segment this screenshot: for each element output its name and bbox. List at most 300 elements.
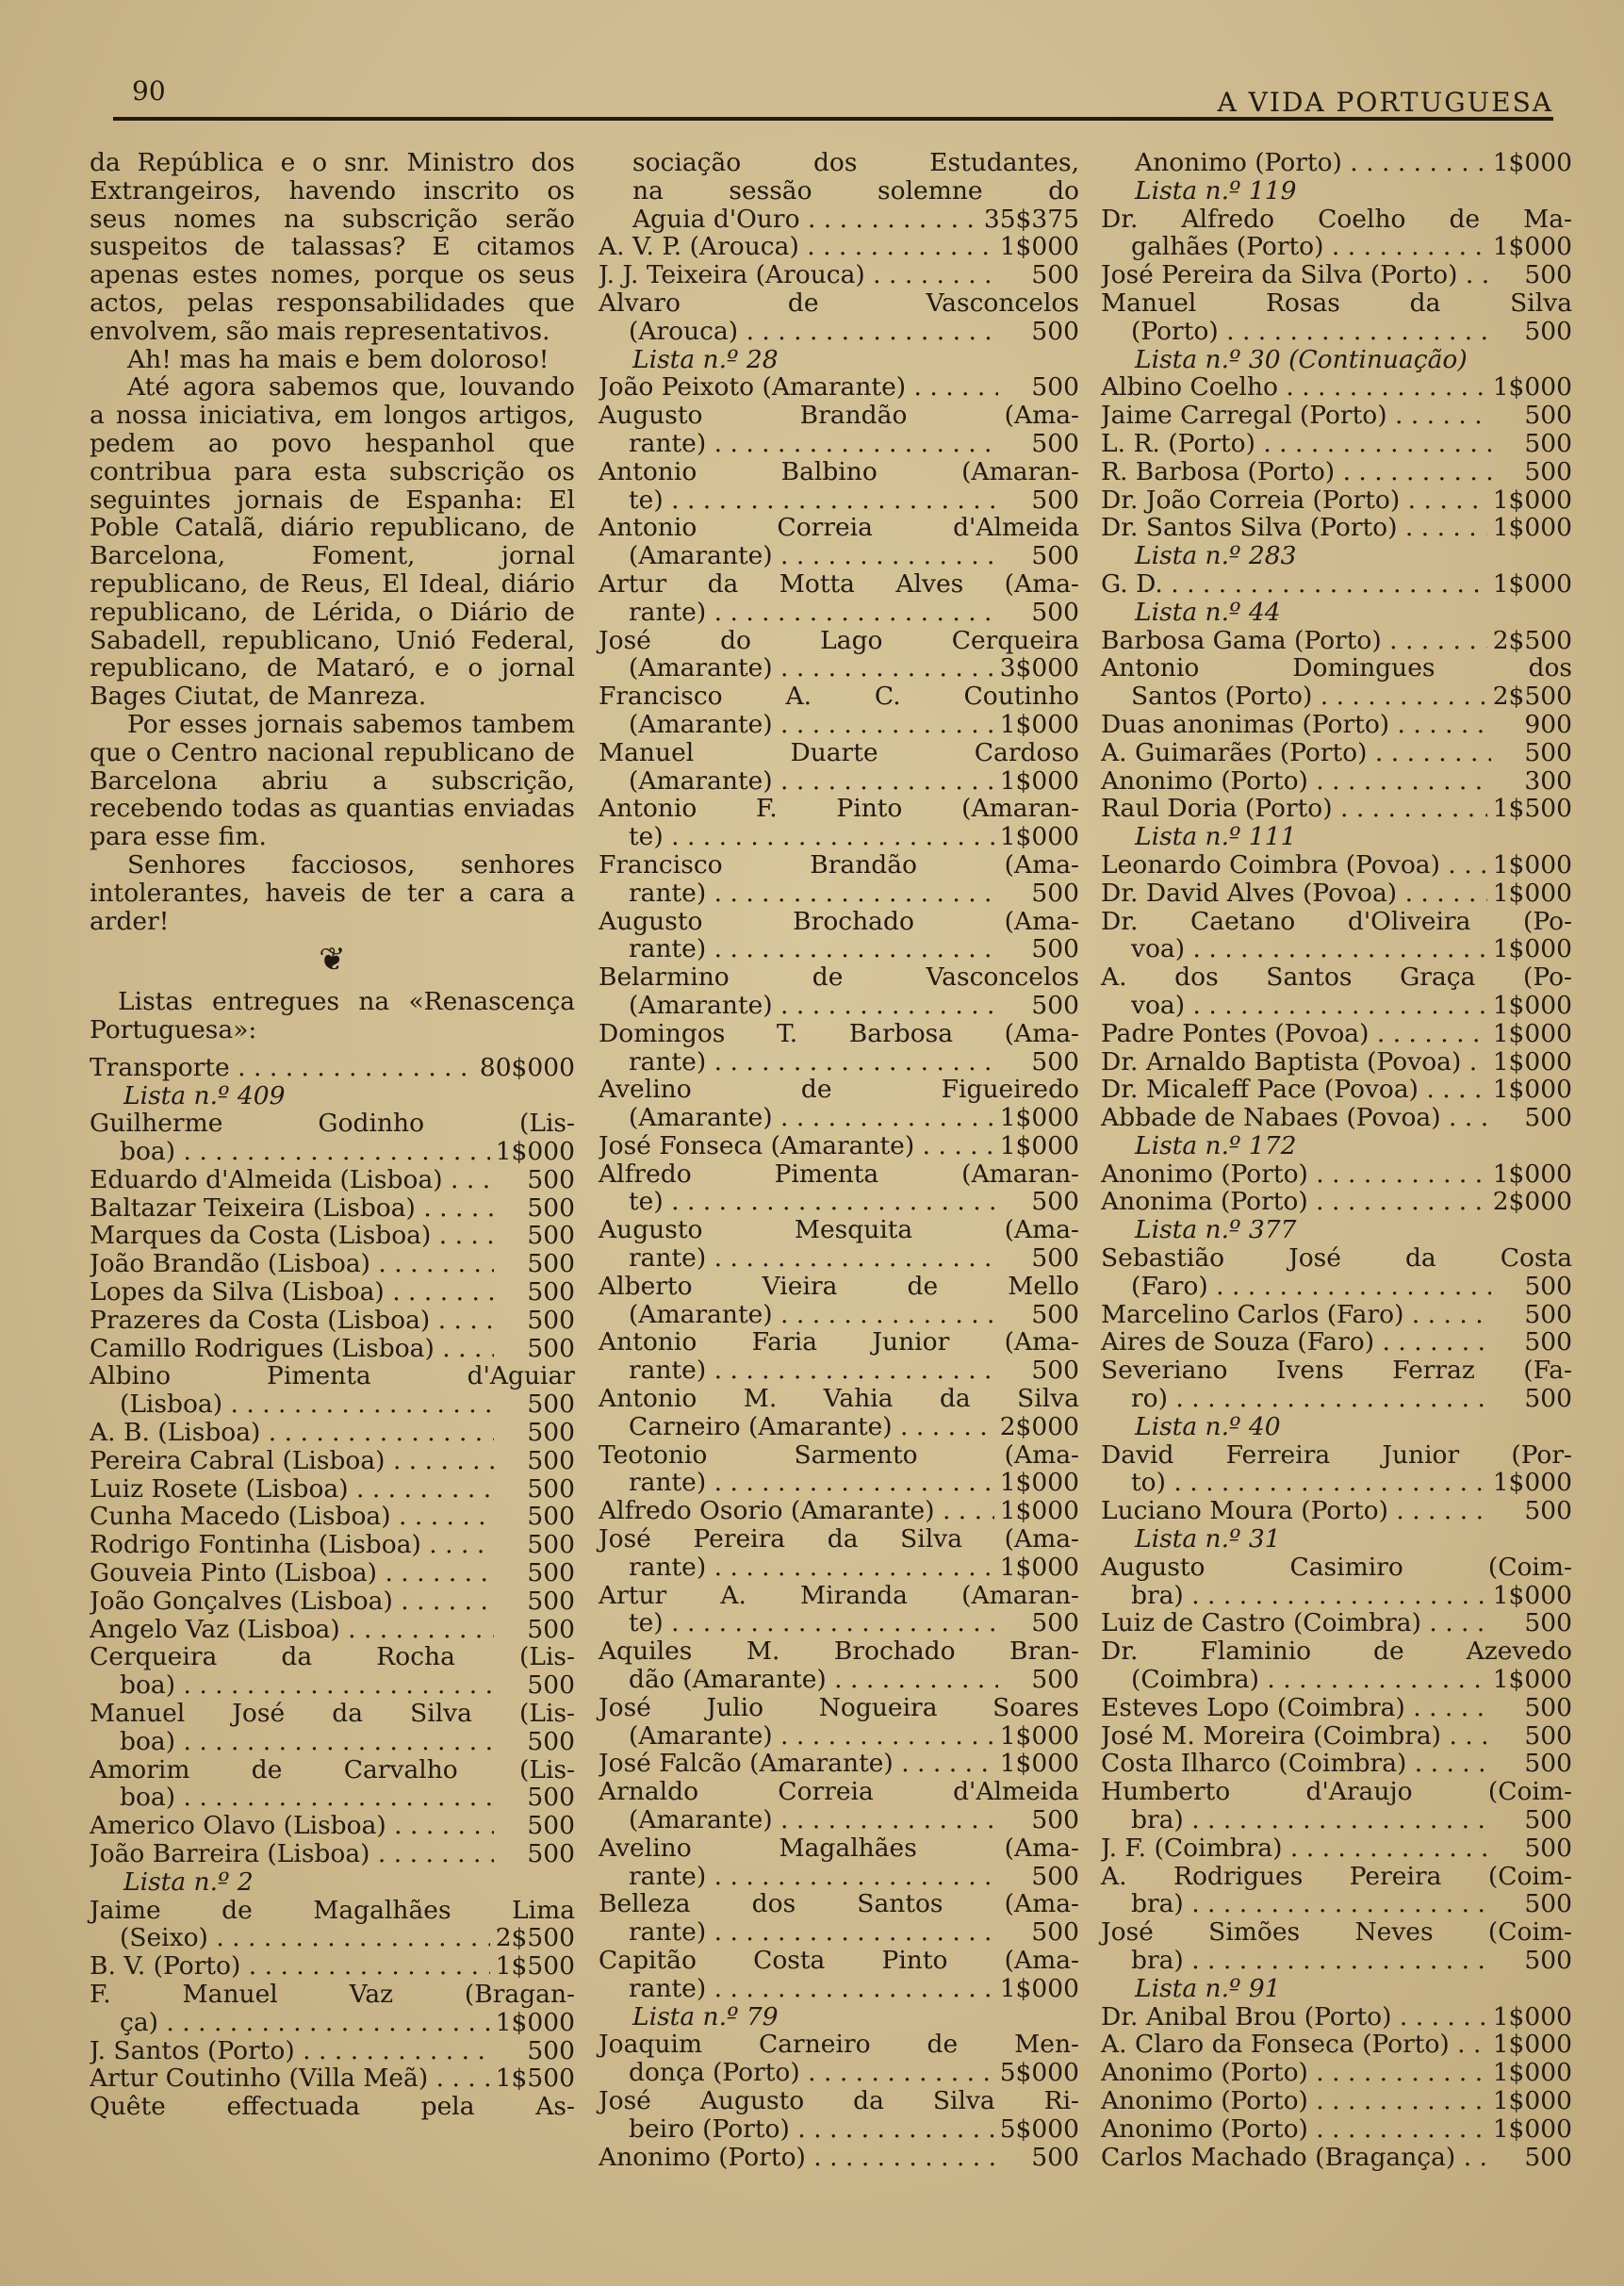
list-item-amount: 1$000: [1492, 568, 1572, 599]
list-item-name-line2: (Amarante) . . .: [629, 1806, 998, 1834]
list-item-name-line1: Augusto Brandão (Ama-: [599, 401, 1079, 431]
lists-intro: Listas entregues na «Renascença Portuguesa»:: [90, 987, 575, 1044]
list-item: [1101, 1328, 1572, 1357]
list-item-name: Americo Olavo (Lisboa) . . .: [90, 1812, 494, 1840]
list-item-amount: 500: [527, 1502, 575, 1532]
list-item: [599, 402, 1079, 458]
list-item: [1101, 767, 1572, 796]
list-item-name: Duas anonimas (Porto) . . .: [1101, 711, 1491, 739]
list-item-name: Dr. David Alves (Povoa) . . .: [1101, 880, 1487, 908]
list-item-name-line2: beiro (Porto) . . .: [629, 2115, 994, 2144]
list-item-amount: 500: [527, 1390, 575, 1420]
list-item-name-line2: (Seixo) . . .: [120, 1924, 490, 1952]
list-item-name: Dr. Micaleff Pace (Povoa) . . .: [1101, 1076, 1487, 1104]
list-item-amount: 1$000: [999, 1973, 1079, 2003]
list-item-name-line2: rante) . . .: [629, 935, 998, 963]
list-item-amount: 1$000: [999, 1130, 1079, 1160]
list-item: [1101, 1497, 1572, 1525]
list-item: [90, 1812, 575, 1840]
page-number: 90: [132, 75, 166, 107]
list-item-amount: 500: [527, 1473, 575, 1504]
list-item-amount: 1$000: [999, 765, 1079, 796]
list-item: [599, 1637, 1079, 1694]
list-item: [90, 1166, 575, 1194]
list-item-amount: 1$000: [999, 1749, 1079, 1779]
list-item-name: Anonimo (Porto) . . .: [1101, 2115, 1487, 2144]
list-item-amount: 500: [527, 1558, 575, 1588]
list-item: [599, 1160, 1079, 1217]
list-item-name-line2: (Amarante) . . .: [629, 1301, 998, 1329]
list-item-name: Jaime Carregal (Porto) . . .: [1101, 402, 1491, 430]
list-item-line2: [599, 1722, 1079, 1751]
list-item-name: José Falcão (Amarante) . . .: [599, 1750, 994, 1778]
list-item: [599, 289, 1079, 346]
list-item-name-line1: Artur da Motta Alves (Ama-: [599, 568, 1079, 599]
list-item: [599, 1441, 1079, 1498]
list-item-line2: [599, 880, 1079, 908]
list-item-amount: 1$000: [1492, 2085, 1572, 2115]
list-item-amount: 3$000: [999, 653, 1079, 683]
list-item-name-line1: Avelino Magalhães (Ama-: [599, 1833, 1079, 1863]
list-item-name: Dr. Anibal Brou (Porto) . . .: [1101, 2003, 1487, 2031]
list-item-name-line1: Arnaldo Correia d'Almeida: [599, 1777, 1079, 1807]
list-item-name: Pereira Cabral (Lisboa) . . .: [90, 1447, 494, 1475]
list-item-amount: 1$000: [1492, 849, 1572, 880]
list-item-amount: 1$000: [999, 232, 1079, 262]
list-item-amount: 500: [1524, 260, 1572, 290]
list-item-line2: [90, 1671, 575, 1700]
list-item-name-line2: (Amarante) . . .: [629, 1722, 994, 1751]
lista-heading: Lista n.º 79: [632, 2001, 779, 2031]
list-item-line2: [599, 542, 1079, 570]
list-item-amount: 1$500: [1492, 794, 1572, 824]
list-item-line2: [599, 1918, 1079, 1947]
list-item-name: Esteves Lopo (Coimbra) . . .: [1101, 1694, 1491, 1722]
list-item-name: Anonimo (Porto) . . .: [1101, 1160, 1487, 1189]
list-item-name-line2: rante) . . .: [629, 1918, 998, 1947]
list-item-amount: 500: [1031, 597, 1079, 627]
list-item-name-line1: Aquiles M. Brochado Bran-: [599, 1636, 1079, 1667]
list-item-line2: [1101, 1947, 1572, 1975]
list-item: [1101, 289, 1572, 346]
list-item-name: Artur Coutinho (Villa Meã) . . .: [90, 2064, 490, 2093]
list-item-name-line1: A. Rodrigues Pereira (Coim-: [1101, 1861, 1572, 1891]
lista-heading: Lista n.º 40: [1135, 1411, 1281, 1441]
list-item-amount: 1$000: [999, 1103, 1079, 1133]
list-item-line2: [1101, 1666, 1572, 1694]
list-item-name: José Pereira da Silva (Porto) . . .: [1101, 261, 1491, 289]
list-item-name-line1: Joaquim Carneiro de Men-: [599, 2030, 1079, 2060]
lista-heading: Lista n.º 44: [1135, 597, 1281, 627]
list-item: [1101, 2115, 1572, 2144]
list-item: [599, 1497, 1079, 1525]
list-item-name: Aguia d'Ouro . . .: [632, 206, 978, 234]
list-item-amount: 1$500: [495, 2064, 575, 2094]
subscription-list: [90, 1054, 575, 2121]
list-item-amount: 500: [1031, 1805, 1079, 1835]
lista-heading: Lista n.º 409: [123, 1080, 286, 1110]
list-item-amount: 500: [1524, 428, 1572, 458]
list-item: [1101, 2031, 1572, 2059]
list-item-amount: 35$375: [983, 204, 1079, 234]
list-item: [1101, 963, 1572, 1020]
list-item-amount: 2$000: [1492, 1187, 1572, 1217]
list-item-line2: [599, 1104, 1079, 1132]
list-item-amount: 900: [1524, 709, 1572, 739]
list-item-amount: 1$000: [495, 1137, 575, 1167]
list-item-amount: 1$000: [999, 1496, 1079, 1526]
list-item-line2: [599, 1413, 1079, 1441]
list-item: [599, 514, 1079, 570]
list-item-name: A. B. (Lisboa) . . .: [90, 1419, 494, 1447]
list-item-name-line2: (Lisboa) . . .: [120, 1390, 494, 1419]
subscription-list: [1101, 149, 1572, 2171]
list-item-name-line1: Antonio F. Pinto (Amaran-: [599, 794, 1079, 824]
list-item-line2: [599, 318, 1079, 346]
list-item-amount: 500: [527, 1811, 575, 1841]
list-item: [1101, 402, 1572, 430]
list-item-name-line2: to) . . .: [1131, 1469, 1487, 1497]
list-item-amount: 1$000: [1492, 1468, 1572, 1498]
list-item-amount: 500: [1031, 1356, 1079, 1386]
list-item-name-line2: rante) . . .: [629, 1975, 994, 2003]
list-item-name-line1: Manuel Rosas da Silva: [1101, 288, 1572, 318]
list-item-amount: 500: [1524, 1608, 1572, 1638]
list-item-name-line2: (Coimbra) . . .: [1131, 1666, 1487, 1694]
list-item-amount: 500: [1031, 990, 1079, 1020]
list-item-name-line1: José Simões Neves (Coim-: [1101, 1917, 1572, 1948]
lista-heading: Lista n.º 91: [1135, 1973, 1281, 2003]
list-item-line2: [599, 1048, 1079, 1077]
list-item-name-line1: Albino Pimenta d'Aguiar: [90, 1361, 575, 1391]
list-item-name: José Fonseca (Amarante) . . .: [599, 1132, 994, 1160]
list-item-amount: 1$000: [1492, 1075, 1572, 1105]
list-item-amount: 500: [1524, 1103, 1572, 1133]
list-item-amount: 1$000: [999, 709, 1079, 739]
list-item: [599, 1694, 1079, 1751]
list-item-amount: 1$000: [1492, 148, 1572, 177]
list-item-name-line2: Carneiro (Amarante) . . .: [629, 1413, 994, 1441]
list-item-name-line2: te) . . .: [629, 1609, 998, 1637]
list-item: [1101, 2144, 1572, 2172]
list-item-name-line2: (Amarante) . . .: [629, 1104, 994, 1132]
lista-heading: Lista n.º 119: [1135, 175, 1297, 206]
list-item: [1101, 851, 1572, 880]
list-item-amount: 80$000: [479, 1052, 575, 1082]
list-item: [90, 1250, 575, 1278]
list-item-name-line2: rante) . . .: [629, 1554, 994, 1582]
list-item: [599, 1273, 1079, 1329]
list-item: [1101, 1722, 1572, 1751]
list-item-amount: 500: [1524, 1749, 1572, 1779]
list-item-amount: 1$000: [1492, 2058, 1572, 2088]
list-item-name-line1: Humberto d'Araujo (Coim-: [1101, 1777, 1572, 1807]
list-item: [599, 2031, 1079, 2087]
list-item-name: João Gonçalves (Lisboa) . . .: [90, 1587, 494, 1616]
list-item-amount: 1$000: [1492, 2030, 1572, 2060]
list-item-line2: [1101, 935, 1572, 963]
lista-heading: Lista n.º 377: [1135, 1215, 1297, 1245]
list-item-line2: [599, 486, 1079, 515]
list-item-name: A. Guimarães (Porto) . . .: [1101, 739, 1491, 767]
list-item: [90, 1840, 575, 1868]
list-item-line2: [599, 823, 1079, 851]
list-item-line2: [1101, 1890, 1572, 1918]
list-item-amount: 500: [527, 1586, 575, 1616]
list-item-name: R. Barbosa (Porto) . . .: [1101, 458, 1491, 486]
list-item-name: Dr. Santos Silva (Porto) . . .: [1101, 514, 1487, 542]
list-item: [90, 1447, 575, 1475]
lista-heading: Lista n.º 283: [1135, 541, 1297, 571]
list-item-amount: 1$000: [1492, 485, 1572, 515]
list-item: [1101, 570, 1572, 599]
list-item-name: Dr. Arnaldo Baptista (Povoa) . . .: [1101, 1048, 1487, 1077]
list-item-name-line2: rante) . . .: [629, 1863, 998, 1891]
list-item-name: J. Santos (Porto) . . .: [90, 2037, 494, 2065]
list-item-name: Leonardo Coimbra (Povoa) . . .: [1101, 851, 1487, 880]
list-item-amount: 2$500: [1492, 625, 1572, 655]
list-item-amount: 500: [1031, 1917, 1079, 1948]
list-item-name-line2: rante) . . .: [629, 1244, 998, 1273]
list-item-name-line2: bra) . . .: [1131, 1806, 1491, 1834]
list-item-name-line1: Antonio Domingues dos: [1101, 653, 1572, 683]
list-item-name-line1: Alfredo Pimenta (Amaran-: [599, 1159, 1079, 1189]
list-item-name-line1: A. dos Santos Graça (Po-: [1101, 962, 1572, 993]
list-item-name-line1: Manuel José da Silva (Lis-: [90, 1699, 575, 1729]
lista-heading: Lista n.º 2: [123, 1867, 254, 1897]
list-item-amount: 500: [1524, 316, 1572, 346]
list-item-line2: [599, 2115, 1079, 2144]
list-item-name-line2: rante) . . .: [629, 1469, 994, 1497]
list-item-name-line2: te) . . .: [629, 1188, 998, 1216]
list-item-line2: [1101, 1582, 1572, 1610]
list-item: [90, 1222, 575, 1250]
list-item-line2: [1101, 992, 1572, 1020]
list-item-name-line2: dão (Amarante) . . .: [629, 1666, 998, 1694]
list-item-name-line1: Avelino de Figueiredo: [599, 1075, 1079, 1105]
list-item-name-line1: Francisco A. C. Coutinho: [599, 682, 1079, 712]
list-item-line2: [599, 1609, 1079, 1637]
list-item-amount: 1$000: [495, 2007, 575, 2037]
list-item-line2: [599, 1469, 1079, 1497]
list-item: [1101, 1188, 1572, 1216]
list-item: [1101, 458, 1572, 486]
list-item-name-line2: donça (Porto) . . .: [629, 2059, 994, 2087]
list-item-name-line2: voa) . . .: [1131, 935, 1487, 963]
list-item: [90, 1503, 575, 1531]
list-item-amount: 1$000: [1492, 513, 1572, 543]
list-item: [599, 1076, 1079, 1132]
list-item: [599, 458, 1079, 515]
list-item-amount: 1$500: [495, 1951, 575, 1982]
list-item-amount: 1$000: [1492, 990, 1572, 1020]
list-item-name-line1: Artur A. Miranda (Amaran-: [599, 1580, 1079, 1610]
list-item-amount: 500: [527, 1614, 575, 1644]
list-item: [599, 233, 1079, 261]
list-item-amount: 500: [1031, 1665, 1079, 1695]
list-item-amount: 1$000: [999, 1552, 1079, 1582]
list-item-name-line1: Dr. Alfredo Coelho de Ma-: [1101, 204, 1572, 234]
column-3: [1101, 149, 1572, 2171]
list-item-line2: [1101, 1806, 1572, 1834]
lista-heading: Lista n.º 111: [1135, 822, 1297, 852]
running-title: A VIDA PORTUGUESA: [1217, 87, 1553, 118]
list-item-name-line1: Manuel Duarte Cardoso: [599, 737, 1079, 767]
list-item: [1101, 1244, 1572, 1301]
list-item-line2: [599, 1357, 1079, 1385]
list-item-amount: 500: [1031, 1299, 1079, 1329]
list-item-name: José M. Moreira (Coimbra) . . .: [1101, 1722, 1491, 1751]
list-item: [599, 373, 1079, 402]
list-item-amount: 500: [1031, 878, 1079, 908]
list-item: [90, 1981, 575, 2037]
list-item-amount: 500: [1031, 372, 1079, 403]
list-item: [1101, 2003, 1572, 2031]
list-item-amount: 2$500: [1492, 682, 1572, 712]
list-item-amount: 500: [527, 2035, 575, 2065]
list-item-name-line1: Capitão Costa Pinto (Ama-: [599, 1946, 1079, 1975]
list-item-line2: [599, 654, 1079, 683]
list-item: [1101, 261, 1572, 289]
list-item-amount: 500: [1031, 2142, 1079, 2172]
list-item: [599, 1216, 1079, 1273]
list-item-name-line1: Cerqueira da Rocha (Lis-: [90, 1642, 575, 1672]
list-item-name-line2: galhães (Porto) . . .: [1131, 233, 1487, 261]
list-item: [90, 1531, 575, 1559]
list-item: [1101, 1554, 1572, 1610]
list-item-amount: 1$000: [999, 1720, 1079, 1751]
list-item: [1101, 1357, 1572, 1413]
list-item-name-line1: Francisco Brandão (Ama-: [599, 849, 1079, 880]
list-item-name-line2: bra) . . .: [1131, 1890, 1491, 1918]
list-item-amount: 5$000: [999, 2113, 1079, 2144]
list-item: [599, 261, 1079, 289]
list-item: [599, 1385, 1079, 1441]
list-item-line2: [599, 2059, 1079, 2087]
list-item-amount: 500: [1031, 260, 1079, 290]
list-item-line2: [1101, 1469, 1572, 1497]
list-item-amount: 1$000: [999, 822, 1079, 852]
list-item: [1101, 149, 1572, 177]
list-item-amount: 500: [1524, 1384, 1572, 1414]
list-item-name: João Peixoto (Amarante) . . .: [599, 373, 998, 402]
list-item-amount: 1$000: [1492, 1665, 1572, 1695]
list-item-name-line2: bra) . . .: [1131, 1582, 1487, 1610]
list-item: [599, 851, 1079, 908]
list-item-amount: 1$000: [999, 1468, 1079, 1498]
list-item-name: L. R. (Porto) . . .: [1101, 430, 1491, 458]
list-item: [599, 1582, 1079, 1638]
list-item-name: Lopes da Silva (Lisboa) . . .: [90, 1278, 494, 1307]
list-item: [599, 2087, 1079, 2144]
list-item-name: Anonimo (Porto) . . .: [1101, 2087, 1487, 2115]
list-item-amount: 500: [527, 1670, 575, 1701]
list-item: [1101, 486, 1572, 515]
list-item: [599, 739, 1079, 796]
list-item-line2: [599, 430, 1079, 458]
list-item: [1101, 2059, 1572, 2087]
list-item-name: Luciano Moura (Porto) . . .: [1101, 1497, 1491, 1525]
list-item-amount: 500: [1524, 456, 1572, 486]
list-item-amount: 500: [1031, 934, 1079, 964]
list-item: [90, 1952, 575, 1981]
list-item: [90, 1475, 575, 1504]
list-item-amount: 1$000: [1492, 934, 1572, 964]
list-item: [599, 1750, 1079, 1778]
list-item-line2: [1101, 1385, 1572, 1413]
list-item-name-line1: Antonio Faria Junior (Ama-: [599, 1327, 1079, 1357]
list-item-name-line1: Antonio Correia d'Almeida: [599, 513, 1079, 543]
lista-heading: Lista n.º 28: [632, 344, 779, 374]
list-item: [1101, 1863, 1572, 1919]
list-item-name-line2: (Amarante) . . .: [629, 542, 998, 570]
list-item-amount: 1$000: [1492, 2113, 1572, 2144]
list-item: [599, 1525, 1079, 1582]
list-item: [90, 1054, 575, 1082]
list-item-name-line1: Dr. Flaminio de Azevedo: [1101, 1636, 1572, 1667]
list-item-line2: [1101, 233, 1572, 261]
list-text-line: Quête effectuada pela As-: [90, 2092, 575, 2122]
list-item-name-line2: bra) . . .: [1131, 1947, 1491, 1975]
column-2: [599, 149, 1079, 2171]
list-item: [1101, 206, 1572, 262]
list-item-name-line2: boa) . . .: [120, 1138, 490, 1166]
list-item-name-line2: rante) . . .: [629, 880, 998, 908]
list-item-name: Anonimo (Porto) . . .: [1101, 2059, 1487, 2087]
list-item-amount: 1$000: [1492, 232, 1572, 262]
list-item-amount: 500: [1524, 1889, 1572, 1919]
list-item-name: Anonimo (Porto) . . .: [1101, 767, 1491, 796]
list-item-line2: [599, 1554, 1079, 1582]
list-item-line2: [1101, 683, 1572, 711]
list-item-name: Anonimo (Porto) . . .: [599, 2144, 998, 2172]
paragraph: Até agora sabemos que, louvando a nossa iniciativa, em longos artigos, pedem ao povo hespanhol que contribua para esta subscrição os seguintes jornais de Espanha: El Poble Catalã, diário republicano, de Barcelona, Foment, jornal republicano, de Reus, El Ideal, diário republicano, de Lérida, o Diário de Sabadell, republicano, Unió Federal, republicano, de Mataró, e o jornal Bages Ciutat, de Manreza.: [90, 372, 575, 712]
list-item-line2: [599, 767, 1079, 796]
list-item-amount: 500: [527, 1221, 575, 1251]
list-item-line2: [599, 1188, 1079, 1216]
list-item-name-line1: José do Lago Cerqueira: [599, 625, 1079, 655]
list-item-amount: 500: [527, 1164, 575, 1194]
list-item-name: A. Claro da Fonseca (Porto) . . .: [1101, 2031, 1487, 2059]
list-item-amount: 1$000: [1492, 1159, 1572, 1189]
list-item: [599, 627, 1079, 683]
list-item-amount: 500: [1031, 485, 1079, 515]
list-item-name-line2: rante) . . .: [629, 1357, 998, 1385]
list-item-amount: 1$000: [1492, 1580, 1572, 1610]
list-item-amount: 500: [527, 1783, 575, 1813]
list-item: [1101, 514, 1572, 542]
list-item: [1101, 1609, 1572, 1637]
list-item: [599, 570, 1079, 627]
list-item: [90, 1362, 575, 1419]
list-item-name-line2: (Amarante) . . .: [629, 767, 994, 796]
list-item-amount: 500: [1524, 1692, 1572, 1722]
list-item-amount: 5$000: [999, 2058, 1079, 2088]
list-item-name-line2: (Porto) . . .: [1131, 318, 1491, 346]
list-item-amount: 500: [527, 1726, 575, 1756]
list-item-amount: 500: [527, 1249, 575, 1279]
list-item-amount: 500: [1524, 1720, 1572, 1751]
list-item: [599, 1947, 1079, 2003]
list-item-line2: [599, 1863, 1079, 1891]
list-item-name-line2: boa) . . .: [120, 1671, 494, 1700]
list-item: [1101, 373, 1572, 402]
subscription-list: [599, 149, 1079, 2171]
list-item-name-line2: rante) . . .: [629, 1048, 998, 1077]
list-item-line2: [90, 1728, 575, 1756]
list-item: [1101, 430, 1572, 458]
list-item: [1101, 795, 1572, 823]
